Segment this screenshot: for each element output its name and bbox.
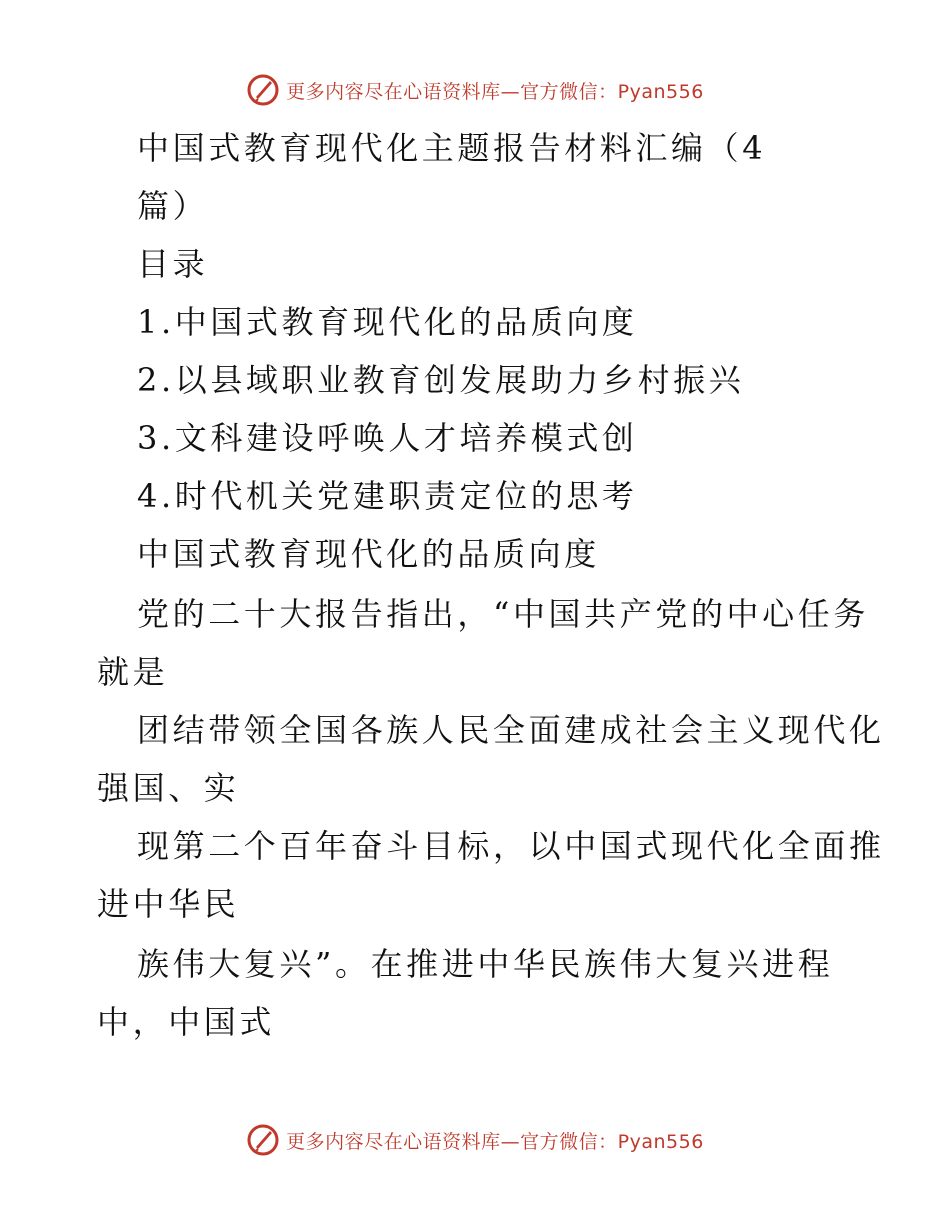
document-title-line-2: 篇） [137, 187, 209, 225]
banner-text: 更多内容尽在心语资料库—官方微信：Pyan556 [286, 80, 704, 103]
body-line-6: 进中华民 [97, 885, 240, 923]
toc-item-1: 1.中国式教育现代化的品质向度 [137, 303, 638, 341]
toc-item-2: 2.以县域职业教育创发展助力乡村振兴 [137, 361, 745, 399]
banner-text: 更多内容尽在心语资料库—官方微信：Pyan556 [286, 1130, 704, 1153]
toc-heading: 目录 [137, 245, 209, 283]
document-title-line-1: 中国式教育现代化主题报告材料汇编（4 [137, 129, 767, 167]
section-title: 中国式教育现代化的品质向度 [137, 535, 600, 573]
body-line-1: 党的二十大报告指出，“中国共产党的中心任务 [137, 595, 869, 633]
body-line-3: 团结带领全国各族人民全面建成社会主义现代化 [137, 711, 885, 749]
toc-item-3: 3.文科建设呼唤人才培养模式创 [137, 419, 638, 457]
quill-pen-logo-icon [246, 1123, 280, 1157]
footer-banner [0, 1122, 950, 1158]
header-banner [0, 72, 950, 108]
body-line-5: 现第二个百年奋斗目标，以中国式现代化全面推 [137, 827, 885, 865]
body-line-2: 就是 [97, 653, 169, 691]
body-line-4: 强国、实 [97, 769, 240, 807]
quill-pen-logo-icon [246, 73, 280, 107]
body-line-7: 族伟大复兴”。在推进中华民族伟大复兴进程 [137, 945, 834, 983]
body-line-8: 中，中国式 [97, 1003, 276, 1041]
toc-item-4: 4.时代机关党建职责定位的思考 [137, 477, 638, 515]
